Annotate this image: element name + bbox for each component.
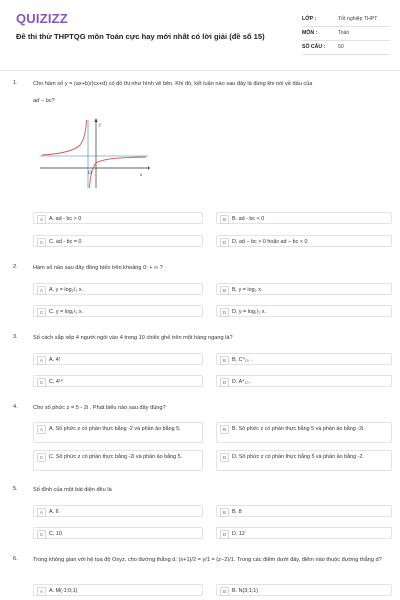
option-letter: B [220,587,229,596]
quizizz-logo: QUIZIZZ [16,11,68,26]
meta-value: Toán [338,30,350,36]
option-letter: B [220,508,229,517]
option-letter: A [37,215,46,224]
answer-option-d[interactable] [216,375,392,387]
option-text: B. C⁴₁₀ . [232,356,252,363]
question-number: 5. [13,486,18,492]
option-text: D. A⁴₁₀ . [232,378,252,385]
option-letter: C [37,308,46,317]
option-text: B. N(3;1;1) [232,587,259,594]
question-text: Số đỉnh của một bát diện đều là [33,487,112,493]
answer-option-b[interactable] [216,283,392,295]
option-text: A. M(-1;0;1) [49,587,78,594]
option-letter: D [220,530,229,539]
option-letter: B [220,425,229,434]
option-letter: C [37,378,46,387]
answer-option-c[interactable] [33,305,203,317]
answer-option-d[interactable] [216,305,392,317]
answer-option-b[interactable] [216,584,392,596]
option-letter: D [220,378,229,387]
question-number: 3. [13,334,18,340]
option-text: C. 10 [49,530,62,537]
answer-option-b[interactable] [216,422,392,443]
answer-option-c[interactable] [33,235,203,247]
option-letter: D [220,308,229,317]
header-divider [0,70,400,71]
meta-table [302,13,390,55]
answer-option-a[interactable] [33,505,203,517]
function-graph [40,118,150,188]
header [0,0,400,62]
question-number: 1. [13,80,18,86]
meta-row-count [302,41,390,55]
option-text: A. 4! [49,356,61,363]
option-letter: A [37,425,46,434]
option-text: A. 6 [49,508,59,515]
answer-option-c[interactable] [33,375,203,387]
option-letter: B [220,356,229,365]
answer-option-c[interactable] [33,450,203,471]
answer-option-a[interactable] [33,353,203,365]
question-number: 4. [13,404,18,410]
answer-option-b[interactable] [216,212,392,224]
option-text: A. y = log₂/₃ x. [49,286,84,293]
option-text: D. 12 [232,530,245,537]
option-text: B. Số phức z có phần thực bằng 5 và phần ảo bằng -2i. [232,425,365,432]
option-text: B. 8 [232,508,242,515]
x-axis-label: x [140,173,143,178]
option-text: C. y = log₁/₃ x. [49,308,84,315]
option-letter: A [37,286,46,295]
question-text: Số cách sắp xếp 4 người ngồi vào 4 trong 10 chiếc ghế trên một hàng ngang là? [33,335,233,341]
answer-option-a[interactable] [33,584,203,596]
answer-option-c[interactable] [33,527,203,539]
y-axis-label: y [99,123,102,128]
option-letter: B [220,286,229,295]
option-letter: A [37,508,46,517]
option-letter: B [220,215,229,224]
answer-option-b[interactable] [216,505,392,517]
option-text: A. ad - bc > 0 [49,215,82,222]
question-text: Trong không gian với hệ tọa độ Oxyz, cho đường thẳng d: (x+1)/2 = y/1 = (z−2)/1. Trong các điểm dưới đây, điểm nào thuộc đường thẳng d? [33,557,382,563]
option-text: D. y = log₁/₂ x. [232,308,267,315]
answer-option-d[interactable] [216,527,392,539]
answer-option-a[interactable] [33,283,203,295]
question-number: 6. [13,556,18,562]
option-letter: A [37,587,46,596]
meta-key: MÔN : [302,30,318,36]
option-letter: A [37,356,46,365]
option-text: C. ad - bc = 0 [49,238,82,245]
meta-value: 50 [338,44,344,50]
question-text [33,80,388,105]
answer-option-a[interactable] [33,422,203,443]
option-text: D. Số phức z có phần thực bằng 5 và phần ảo bằng -2. [232,453,364,460]
option-text: A. Số phức z có phần thực bằng -2 và phần ảo bằng 5. [49,425,181,432]
option-letter: C [37,530,46,539]
document-title: Đề thi thử THPTQG môn Toán cực hay mới nhất có lời giải (đề số 15) [16,32,265,41]
meta-row-class [302,13,390,27]
answer-option-d[interactable] [216,450,392,471]
option-text: C. 4¹⁰ [49,378,63,385]
option-text: B. y = log₂ x. [232,286,263,293]
meta-value: Tốt nghiệp THPT [338,16,378,22]
option-text: C. Số phức z có phần thực bằng -2i và phần ảo bằng 5. [49,453,183,460]
question-text: Cho số phức z = 5 - 2i . Phát biểu nào sau đây đúng? [33,405,166,411]
meta-row-subject [302,27,390,41]
option-letter: C [37,453,46,462]
question-number: 2. [13,264,18,270]
question-text-line: Cho hàm số y = (ax+b)/(cx+d) có đồ thị như hình vẽ bên. Khi đó, kết luận nào sau đây là đúng khi nói về dấu của [33,81,313,87]
answer-option-b[interactable] [216,353,392,365]
answer-option-a[interactable] [33,212,203,224]
origin-label: O [88,171,92,176]
question-text: Hàm số nào sau đây đồng biến trên khoảng 0; + ∞ ? [33,265,163,271]
meta-key: LỚP : [302,16,317,22]
meta-key: SỐ CÂU : [302,44,326,50]
option-letter: D [220,238,229,247]
option-text: D. ad − bc > 0 hoặc ad − bc < 0 [232,238,308,245]
option-letter: D [220,453,229,462]
option-text: B. ad - bc < 0 [232,215,265,222]
answer-option-d[interactable] [216,235,392,247]
question-text-line: ad − bc? [33,98,55,104]
option-letter: C [37,238,46,247]
